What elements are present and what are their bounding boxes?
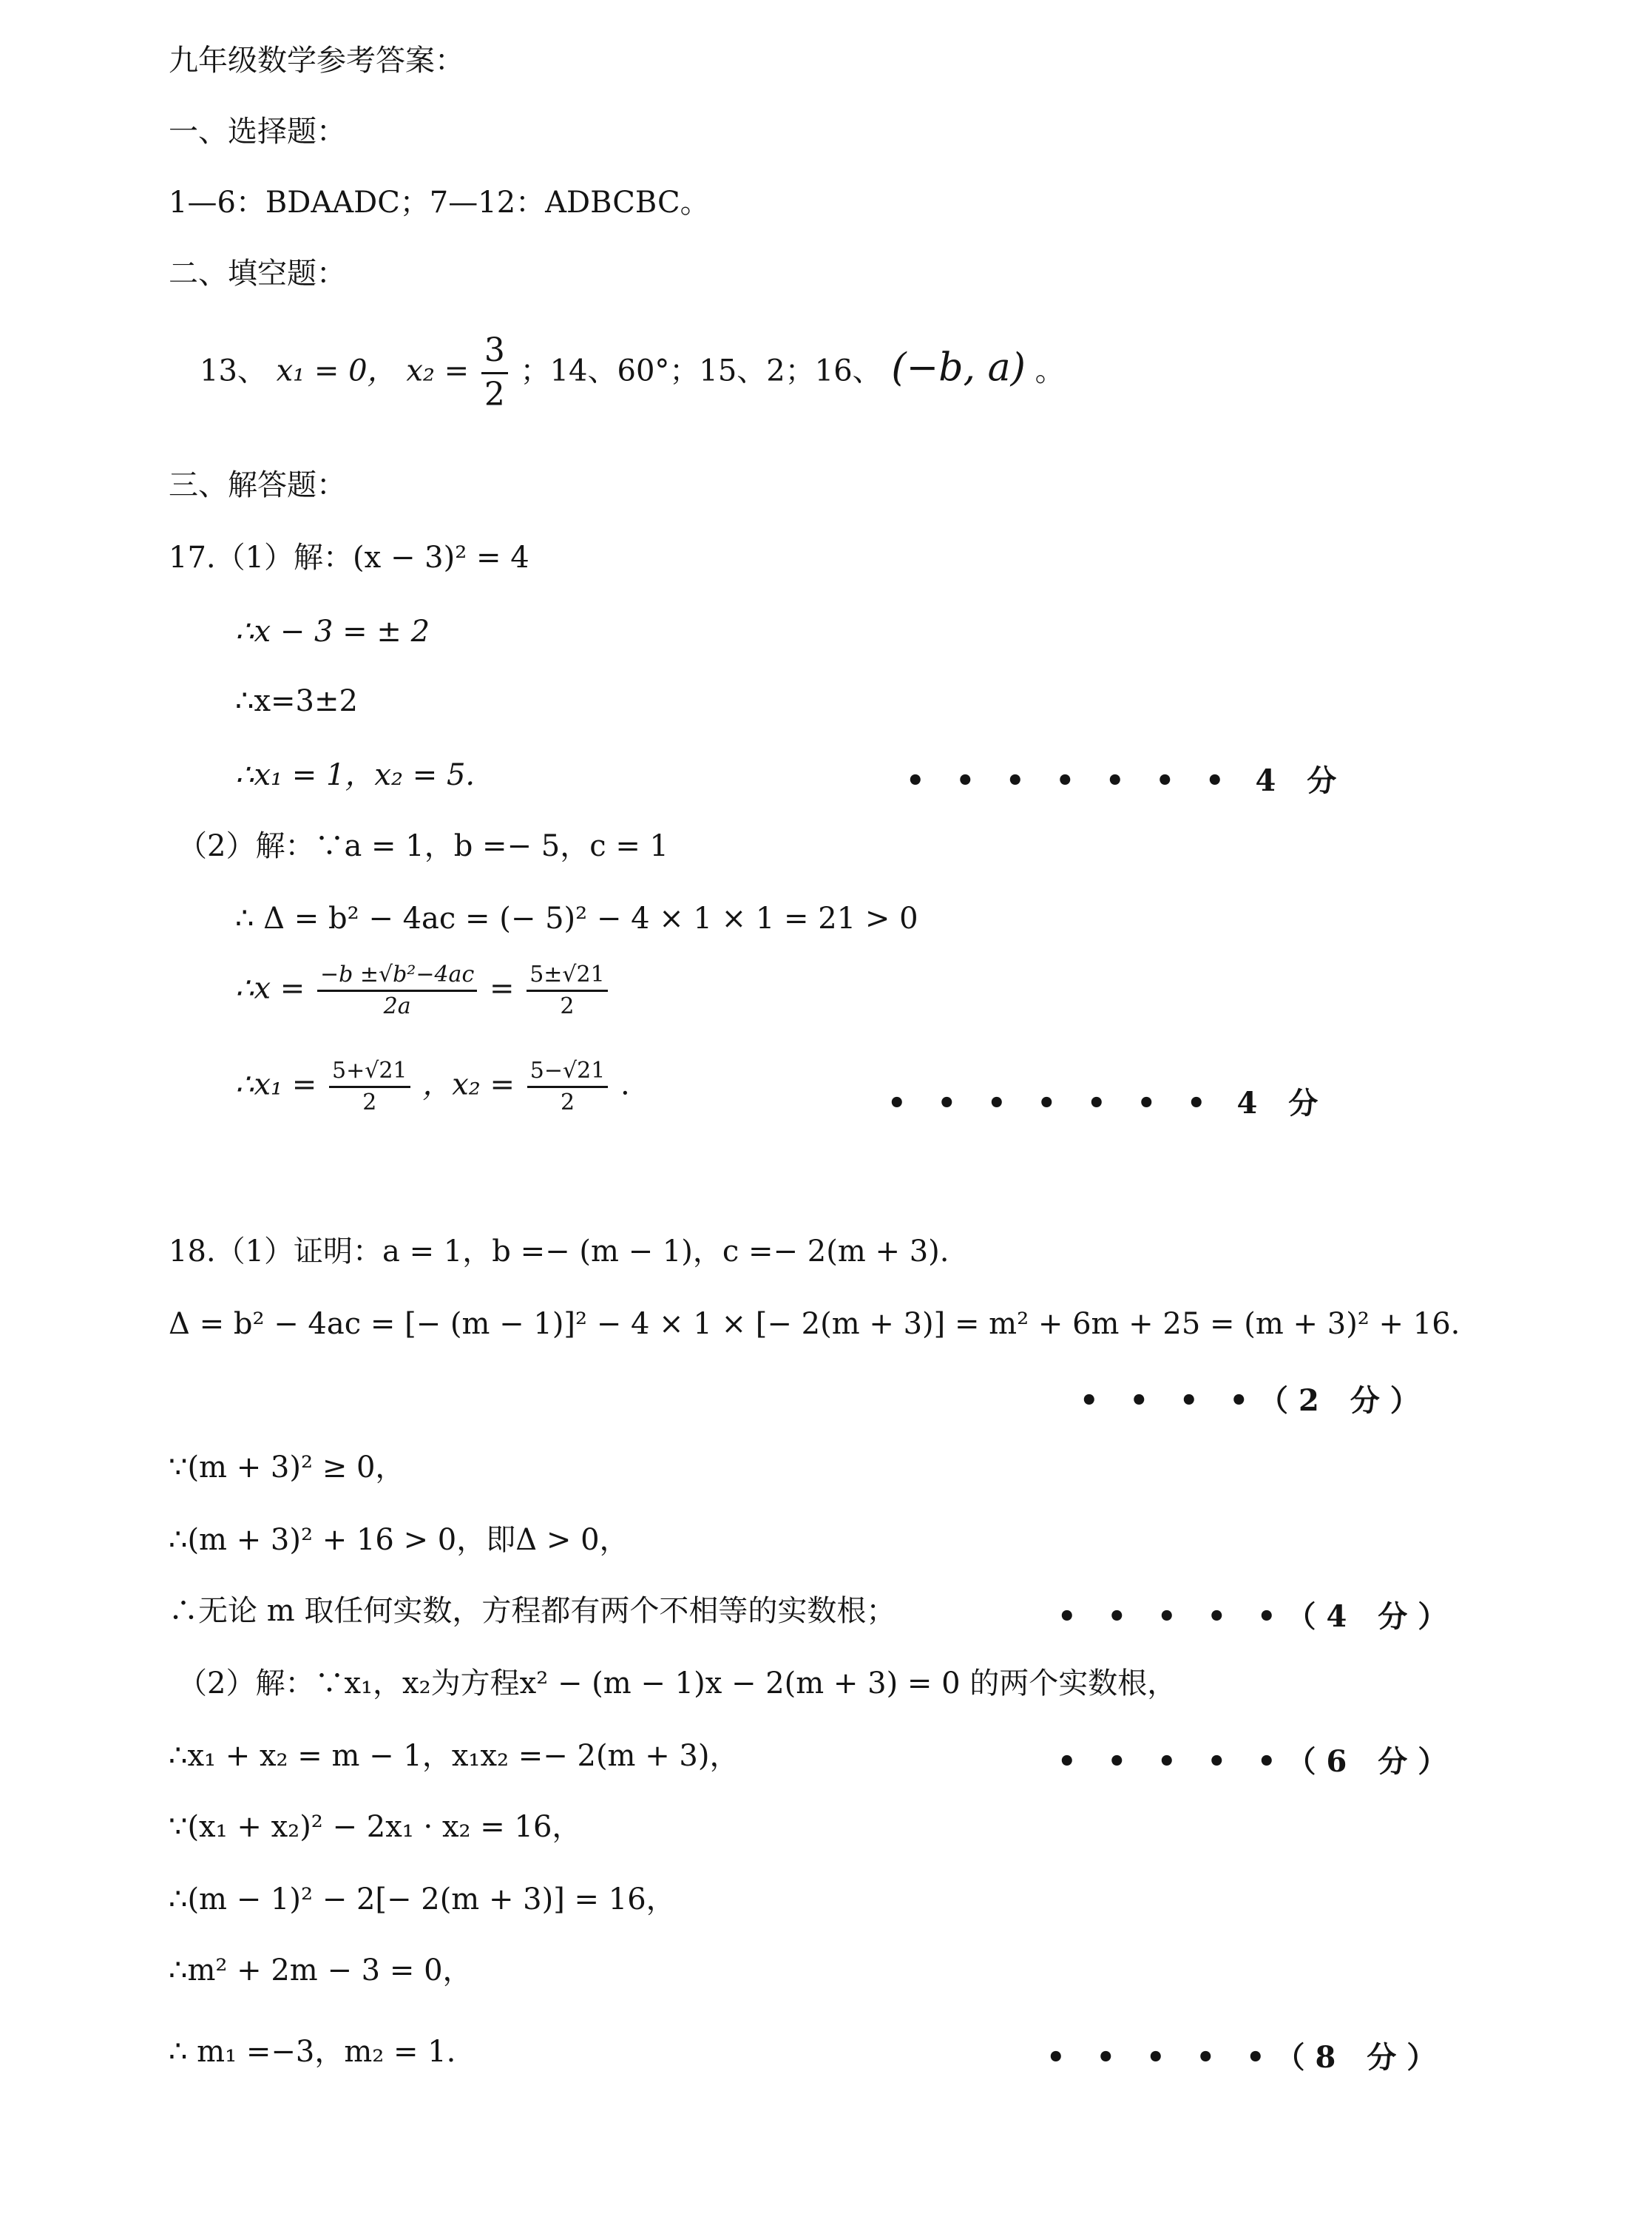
q18-line-6: （2）解：∵x₁，x₂为方程x² − (m − 1)x − 2(m + 3) = 0 的两个实数根， [177,1666,1177,1700]
q17-equals: = [489,971,515,1006]
q18-line-1: 18.（1）证明：a = 1，b =− (m − 1)，c =− 2(m + 3). [169,1235,949,1269]
q17-line-5: （2）解：∵a = 1，b =− 5，c = 1 [177,829,669,863]
choice-answers: 1—6：BDAADC；7—12：ADBCBC。 [169,186,710,220]
fill-rest: ；14、60°；15、2；16、 [520,354,882,388]
q17-line-1: 17.（1）解：(x − 3)² = 4 [169,541,529,575]
q17-line-7 [235,962,611,1020]
q17-root-numerator: 5±√21 [527,962,608,992]
q17-quadratic-fraction [317,962,477,1020]
q18-line-9: ∴(m − 1)² − 2[− 2(m + 3)] = 16， [169,1882,676,1916]
q16-answer: (−b, a) [891,345,1026,391]
q17-x-lhs: ∴x = [235,971,305,1006]
q17-x1-denominator: 2 [362,1090,377,1115]
fill-answers [200,331,1065,415]
q17-quadratic-denominator: 2a [383,993,411,1019]
q13-x2-fraction [481,331,508,415]
q13-label: 13、 [200,354,267,388]
q17-line-2: ∴x − 3 = ± 2 [235,615,430,649]
q18-score-1: • • • •（2 分） [1080,1383,1430,1418]
q13-x2-numerator: 3 [481,331,508,374]
q13-x1: x₁ = 0， [276,354,397,388]
choice-heading: 一、选择题： [169,115,346,149]
q17-line-3: ∴x=3±2 [235,684,358,718]
q17-quadratic-numerator: −b ±√b²−4ac [317,962,477,992]
q17-x2-fraction [527,1058,609,1116]
q17-line-6: ∴ Δ = b² − 4ac = (− 5)² − 4 × 1 × 1 = 21 > 0 [235,902,918,936]
q18-line-3: ∵(m + 3)² ≥ 0， [169,1450,405,1485]
q13-x2-lhs: x₂ = [406,354,470,388]
q18-line-7: ∴x₁ + x₂ = m − 1，x₁x₂ =− 2(m + 3)， [169,1739,739,1773]
q17-line-8-end: . [620,1067,630,1102]
q17-line-4: ∴x₁ = 1，x₂ = 5. [235,758,475,792]
q18-line-4: ∴(m + 3)² + 16 > 0，即Δ > 0， [169,1523,629,1557]
q18-line-8: ∵(x₁ + x₂)² − 2x₁ · x₂ = 16， [169,1810,582,1844]
solve-heading: 三、解答题： [169,468,346,502]
q17-line-8 [235,1058,630,1116]
q18-line-5: ∴无论 m 取任何实数，方程都有两个不相等的实数根； [169,1594,896,1628]
q17-root-fraction [527,962,608,1020]
q18-score-3: • • • • •（6 分） [1057,1744,1458,1779]
page-title: 九年级数学参考答案： [169,44,464,78]
q17-root-denominator: 2 [560,993,575,1019]
q18-score-2: • • • • •（4 分） [1057,1599,1458,1634]
q18-line-2: Δ = b² − 4ac = [− (m − 1)]² − 4 × 1 × [− 2(m + 3)] = m² + 6m + 25 = (m + 3)² + 16. [169,1307,1460,1341]
q17-x2-denominator: 2 [560,1090,575,1115]
q17-x1-numerator: 5+√21 [329,1058,410,1088]
q17-score-2: • • • • • • • 4 分 [887,1086,1329,1121]
q18-line-10: ∴m² + 2m − 3 = 0， [169,1953,473,1987]
q17-score-1: • • • • • • • 4 分 [906,763,1347,798]
fill-heading: 二、填空题： [169,257,346,291]
q17-x2-lhs: ，x₂ = [422,1067,515,1102]
q18-line-11: ∴ m₁ =−3，m₂ = 1. [169,2035,456,2069]
q18-score-4: • • • • •（8 分） [1046,2040,1447,2075]
q13-x2-denominator: 2 [484,375,505,413]
fill-end: 。 [1035,354,1065,388]
q17-x1-fraction [329,1058,410,1116]
q17-x2-numerator: 5−√21 [527,1058,609,1088]
q17-x1-lhs: ∴x₁ = [235,1067,317,1102]
